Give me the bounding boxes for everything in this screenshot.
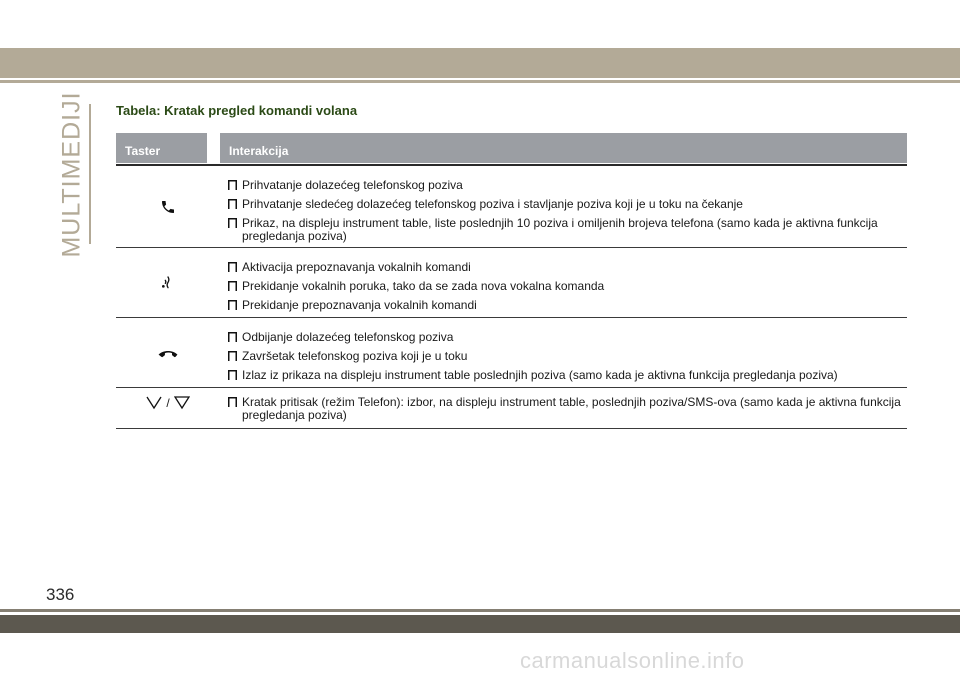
- list-item: [228, 299, 907, 312]
- bottom-decor-line: [0, 609, 960, 612]
- checkbox-bullet-icon: [228, 351, 237, 361]
- table-header: [116, 133, 907, 163]
- item-text: Završetak telefonskog poziva koji je u toku: [242, 349, 468, 363]
- list-item: [228, 331, 907, 344]
- item-text: Izlaz iz prikaza na displeju instrument table poslednjih poziva (samo kada je aktivna funkcija pregledanja poziva): [242, 368, 838, 382]
- checkbox-bullet-icon: [228, 281, 237, 291]
- item-text: Prekidanje prepoznavanja vokalnih komandi: [242, 298, 477, 312]
- checkbox-bullet-icon: [228, 180, 237, 190]
- phone-hangup-icon: [157, 347, 179, 359]
- header-value-label: Interakcija: [229, 144, 289, 158]
- item-text: Prihvatanje dolazećeg telefonskog poziva: [242, 178, 463, 192]
- header-value-cell: [220, 133, 907, 163]
- table-row: [116, 248, 907, 318]
- checkbox-bullet-icon: [228, 397, 237, 407]
- interaction-list: [228, 248, 907, 312]
- section-divider: [89, 104, 91, 244]
- table-row: [116, 318, 907, 388]
- list-item: [228, 369, 907, 382]
- table-row: [116, 166, 907, 248]
- header-key-label: Taster: [125, 144, 161, 158]
- key-cell: [116, 388, 220, 428]
- down-arrow-icon: [174, 396, 190, 410]
- list-item: [228, 261, 907, 274]
- item-text: Prekidanje vokalnih poruka, tako da se zada nova vokalna komanda: [242, 279, 605, 293]
- table-title: Tabela: Kratak pregled komandi volana: [116, 103, 358, 118]
- item-text: Odbijanje dolazećeg telefonskog poziva: [242, 330, 454, 344]
- key-cell: [116, 318, 220, 387]
- list-item: [228, 350, 907, 363]
- table-row: [116, 388, 907, 429]
- interaction-list: [228, 388, 907, 422]
- nav-keys: [146, 396, 189, 410]
- interaction-list: [228, 166, 907, 243]
- top-decor-band: [0, 48, 960, 78]
- key-cell: [116, 166, 220, 247]
- checkbox-bullet-icon: [228, 218, 237, 228]
- list-item: [228, 198, 907, 211]
- checkbox-bullet-icon: [228, 199, 237, 209]
- list-item: [228, 179, 907, 192]
- list-item: [228, 280, 907, 293]
- list-item: [228, 217, 907, 243]
- header-key-cell: [116, 133, 207, 163]
- page-number: 336: [46, 585, 75, 604]
- watermark-text: carmanualsonline.info: [520, 648, 745, 673]
- checkbox-bullet-icon: [228, 300, 237, 310]
- voice-command-icon: [160, 275, 176, 291]
- section-label-text: MULTIMEDIJI: [57, 90, 86, 258]
- checkbox-bullet-icon: [228, 332, 237, 342]
- interaction-list: [228, 318, 907, 382]
- phone-answer-icon: [160, 199, 176, 215]
- list-item: [228, 396, 907, 422]
- section-label: [50, 90, 94, 258]
- item-text: Kratak pritisak (režim Telefon): izbor, na displeju instrument table, poslednjih poziva/SMS-ova (samo kada je aktivna funkcija pregledanja poziva): [242, 395, 901, 422]
- checkbox-bullet-icon: [228, 370, 237, 380]
- item-text: Prikaz, na displeju instrument table, liste poslednjih 10 poziva i omiljenih brojeva telefona (samo kada je aktivna funkcija pregledanja poziva): [242, 216, 878, 243]
- checkbox-bullet-icon: [228, 262, 237, 272]
- item-text: Prihvatanje sledećeg dolazećeg telefonskog poziva i stavljanje poziva koji je u toku na čekanje: [242, 197, 743, 211]
- bottom-decor-band: [0, 615, 960, 633]
- key-separator: /: [166, 396, 170, 410]
- up-arrow-icon: [146, 396, 162, 410]
- top-decor-line: [0, 80, 960, 83]
- key-cell: [116, 248, 220, 317]
- item-text: Aktivacija prepoznavanja vokalnih komandi: [242, 260, 471, 274]
